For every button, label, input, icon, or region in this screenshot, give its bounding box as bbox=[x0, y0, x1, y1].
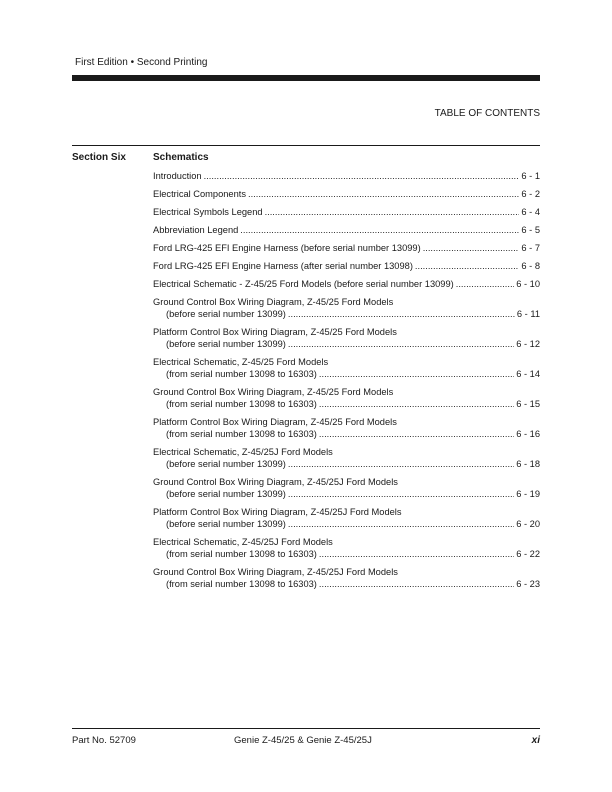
toc-entry-title: Electrical Schematic - Z-45/25 Ford Models (before serial number 13099) bbox=[153, 279, 454, 289]
toc-entry-page: 6 - 8 bbox=[521, 261, 540, 271]
toc-entry-title: Electrical Schematic, Z-45/25 Ford Models bbox=[153, 357, 329, 367]
dot-leader bbox=[204, 170, 520, 182]
toc-entry-line bbox=[153, 488, 540, 500]
toc-entry-page: 6 - 5 bbox=[521, 225, 540, 235]
toc-entry[interactable] bbox=[153, 188, 540, 206]
section-label: Section Six bbox=[72, 152, 126, 163]
toc-entry-page: 6 - 10 bbox=[516, 279, 540, 289]
dot-leader bbox=[423, 242, 520, 254]
toc-entry-title: (from serial number 13098 to 16303) bbox=[166, 399, 317, 409]
toc-entry-page: 6 - 16 bbox=[516, 429, 540, 439]
toc-entry-title: Ground Control Box Wiring Diagram, Z-45/25 Ford Models bbox=[153, 387, 394, 397]
dot-leader bbox=[288, 518, 514, 530]
toc-entry-title: Electrical Symbols Legend bbox=[153, 207, 263, 217]
toc-entry-page: 6 - 2 bbox=[521, 189, 540, 199]
toc-entry-page: 6 - 7 bbox=[521, 243, 540, 253]
toc-entry-line bbox=[153, 458, 540, 470]
dot-leader bbox=[319, 428, 514, 440]
dot-leader bbox=[319, 578, 514, 590]
edition-label: First Edition • Second Printing bbox=[75, 57, 208, 68]
toc-entry-line bbox=[153, 278, 540, 290]
toc-entry-title: (before serial number 13099) bbox=[166, 459, 286, 469]
toc-entry-line bbox=[153, 242, 540, 254]
toc-entry-title: Electrical Schematic, Z-45/25J Ford Models bbox=[153, 537, 333, 547]
section-name: Schematics bbox=[153, 152, 209, 163]
toc-entry-line bbox=[153, 338, 540, 350]
toc-entry-title: Introduction bbox=[153, 171, 202, 181]
section-divider bbox=[72, 145, 540, 146]
toc-entry[interactable] bbox=[153, 476, 540, 506]
dot-leader bbox=[319, 398, 514, 410]
toc-entry-line bbox=[153, 368, 540, 380]
toc-entry[interactable] bbox=[153, 446, 540, 476]
toc-entry-title: (before serial number 13099) bbox=[166, 489, 286, 499]
toc-entry-line bbox=[153, 476, 540, 488]
toc-entry-title: Abbreviation Legend bbox=[153, 225, 239, 235]
toc-entry-line bbox=[153, 566, 540, 578]
dot-leader bbox=[248, 188, 519, 200]
header-rule bbox=[72, 75, 540, 81]
toc-entry-title: Ford LRG-425 EFI Engine Harness (after serial number 13098) bbox=[153, 261, 413, 271]
toc-entry[interactable] bbox=[153, 224, 540, 242]
toc-entry-title: (before serial number 13099) bbox=[166, 519, 286, 529]
dot-leader bbox=[319, 548, 514, 560]
toc-entry[interactable] bbox=[153, 242, 540, 260]
toc-entry-line bbox=[153, 536, 540, 548]
toc-entry-page: 6 - 23 bbox=[516, 579, 540, 589]
toc-entry-line bbox=[153, 518, 540, 530]
toc-entry[interactable] bbox=[153, 416, 540, 446]
dot-leader bbox=[456, 278, 514, 290]
toc-entry[interactable] bbox=[153, 566, 540, 596]
toc-entry[interactable] bbox=[153, 278, 540, 296]
toc-entry-page: 6 - 14 bbox=[516, 369, 540, 379]
toc-entry-line bbox=[153, 548, 540, 560]
dot-leader bbox=[288, 458, 514, 470]
toc-entry-title: (from serial number 13098 to 16303) bbox=[166, 549, 317, 559]
toc-entry-line bbox=[153, 578, 540, 590]
toc-entry-page: 6 - 22 bbox=[516, 549, 540, 559]
toc-entry[interactable] bbox=[153, 326, 540, 356]
toc-entry-line bbox=[153, 416, 540, 428]
toc-entry-page: 6 - 1 bbox=[521, 171, 540, 181]
toc-entry-title: (before serial number 13099) bbox=[166, 339, 286, 349]
toc-entry-line bbox=[153, 224, 540, 236]
toc-entry-line bbox=[153, 386, 540, 398]
toc-entry-title: Ground Control Box Wiring Diagram, Z-45/25J Ford Models bbox=[153, 567, 398, 577]
toc-entry[interactable] bbox=[153, 536, 540, 566]
toc-entry-title: Ford LRG-425 EFI Engine Harness (before serial number 13099) bbox=[153, 243, 421, 253]
toc-entry[interactable] bbox=[153, 506, 540, 536]
toc-entry-line bbox=[153, 326, 540, 338]
toc-entry[interactable] bbox=[153, 170, 540, 188]
toc-entry-page: 6 - 19 bbox=[516, 489, 540, 499]
toc-entry-title: Ground Control Box Wiring Diagram, Z-45/25 Ford Models bbox=[153, 297, 394, 307]
dot-leader bbox=[288, 308, 515, 320]
dot-leader bbox=[288, 338, 514, 350]
toc-entry-title: Ground Control Box Wiring Diagram, Z-45/25J Ford Models bbox=[153, 477, 398, 487]
toc-entry-page: 6 - 4 bbox=[521, 207, 540, 217]
dot-leader bbox=[288, 488, 514, 500]
toc-entry-line bbox=[153, 170, 540, 182]
toc-entry-line bbox=[153, 356, 540, 368]
footer-rule bbox=[72, 728, 540, 729]
toc-entry-title: (from serial number 13098 to 16303) bbox=[166, 369, 317, 379]
toc-entry-title: Electrical Components bbox=[153, 189, 247, 199]
toc-entry-page: 6 - 18 bbox=[516, 459, 540, 469]
toc-entry-line bbox=[153, 206, 540, 218]
toc-entry-page: 6 - 12 bbox=[516, 339, 540, 349]
toc-entry[interactable] bbox=[153, 296, 540, 326]
toc-entry-line bbox=[153, 446, 540, 458]
toc-entry-title: (from serial number 13098 to 16303) bbox=[166, 579, 317, 589]
toc-entry-line bbox=[153, 428, 540, 440]
toc-list bbox=[153, 170, 540, 596]
dot-leader bbox=[415, 260, 519, 272]
toc-entry-title: Electrical Schematic, Z-45/25J Ford Models bbox=[153, 447, 333, 457]
toc-entry-title: (before serial number 13099) bbox=[166, 309, 286, 319]
toc-entry[interactable] bbox=[153, 206, 540, 224]
toc-entry-title: (from serial number 13098 to 16303) bbox=[166, 429, 317, 439]
toc-entry-line bbox=[153, 398, 540, 410]
toc-entry-line bbox=[153, 296, 540, 308]
toc-entry-title: Platform Control Box Wiring Diagram, Z-45/25 Ford Models bbox=[153, 327, 397, 337]
toc-entry-page: 6 - 11 bbox=[516, 309, 540, 319]
toc-entry[interactable] bbox=[153, 386, 540, 416]
part-number: Part No. 52709 bbox=[72, 735, 136, 746]
toc-entry[interactable] bbox=[153, 356, 540, 386]
toc-entry[interactable] bbox=[153, 260, 540, 278]
toc-entry-page: 6 - 15 bbox=[516, 399, 540, 409]
toc-entry-line bbox=[153, 308, 540, 320]
toc-entry-title: Platform Control Box Wiring Diagram, Z-45/25 Ford Models bbox=[153, 417, 397, 427]
dot-leader bbox=[319, 368, 514, 380]
toc-entry-page: 6 - 20 bbox=[516, 519, 540, 529]
toc-entry-line bbox=[153, 260, 540, 272]
toc-entry-title: Platform Control Box Wiring Diagram, Z-45/25J Ford Models bbox=[153, 507, 402, 517]
dot-leader bbox=[240, 224, 519, 236]
page-number: xi bbox=[531, 735, 540, 746]
dot-leader bbox=[265, 206, 520, 218]
page-title: TABLE OF CONTENTS bbox=[434, 108, 540, 119]
model-names: Genie Z-45/25 & Genie Z-45/25J bbox=[234, 735, 372, 746]
toc-entry-line bbox=[153, 506, 540, 518]
toc-entry-line bbox=[153, 188, 540, 200]
